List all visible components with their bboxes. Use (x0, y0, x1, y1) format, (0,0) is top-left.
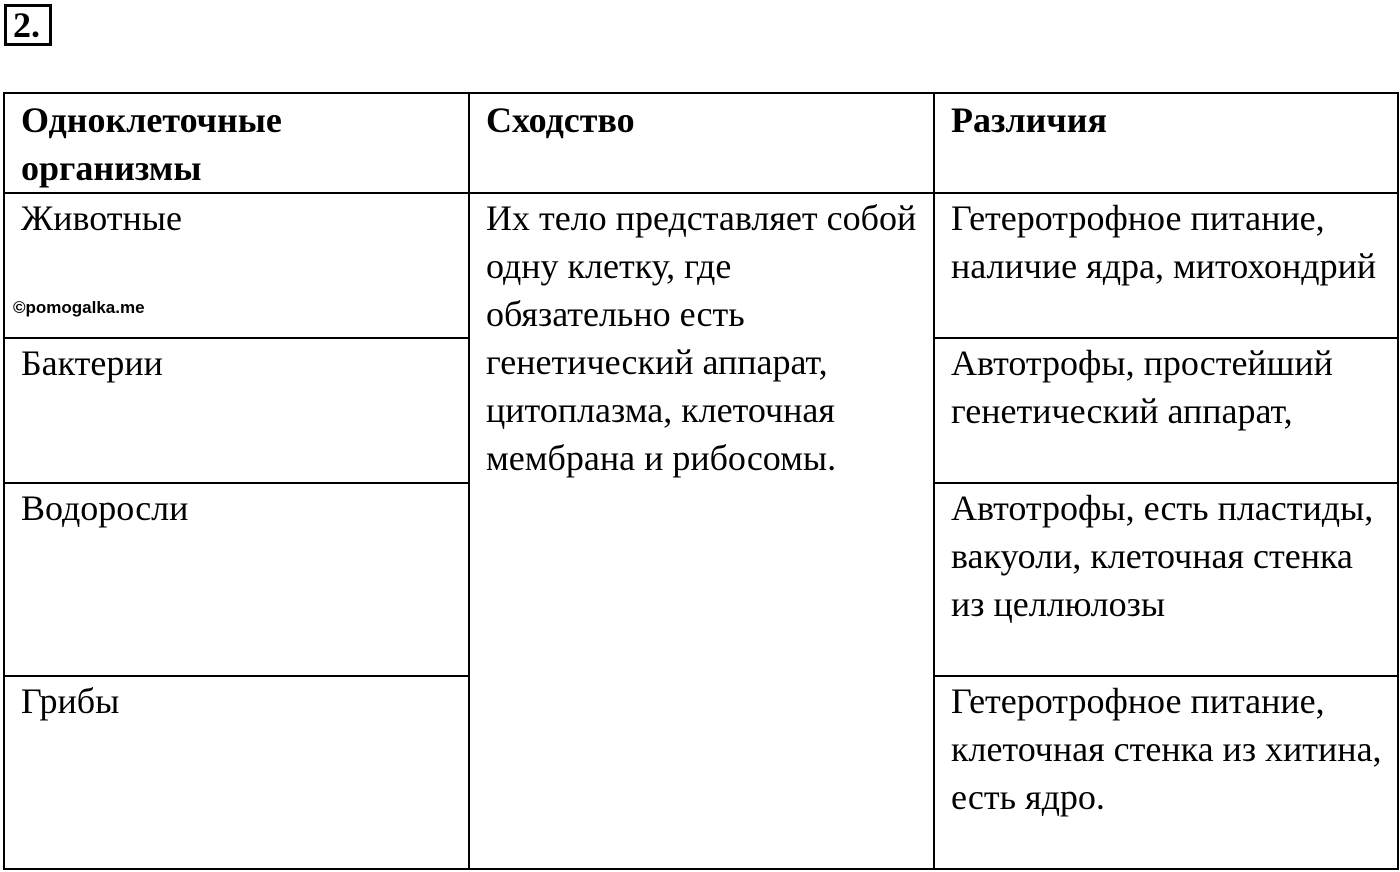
difference-cell: Автотрофы, есть пластиды, вакуоли, клеточная стенка из целлюлозы (934, 483, 1398, 676)
organism-cell: Бактерии (4, 338, 469, 483)
watermark: ©pomogalka.me (13, 298, 145, 317)
similarity-cell: Их тело представляет собой одну клетку, где обязательно есть генетический аппарат, цитоплазма, клеточная мембрана и рибосомы. (469, 193, 934, 869)
organism-cell (4, 193, 469, 338)
organism-cell: Грибы (4, 676, 469, 869)
organism-cell: Водоросли (4, 483, 469, 676)
header-differences: Различия (934, 93, 1398, 193)
difference-cell: Гетеротрофное питание, клеточная стенка из хитина, есть ядро. (934, 676, 1398, 869)
task-number: 2. (4, 4, 52, 46)
difference-cell: Гетеротрофное питание, наличие ядра, митохондрий (934, 193, 1398, 338)
header-organisms: Одноклеточные организмы (4, 93, 469, 193)
comparison-table (3, 92, 1399, 870)
table-header-row (4, 93, 1398, 193)
table-row (4, 193, 1398, 338)
difference-cell: Автотрофы, простейший генетический аппарат, (934, 338, 1398, 483)
organism-name: Животные (21, 198, 182, 238)
header-similarity: Сходство (469, 93, 934, 193)
